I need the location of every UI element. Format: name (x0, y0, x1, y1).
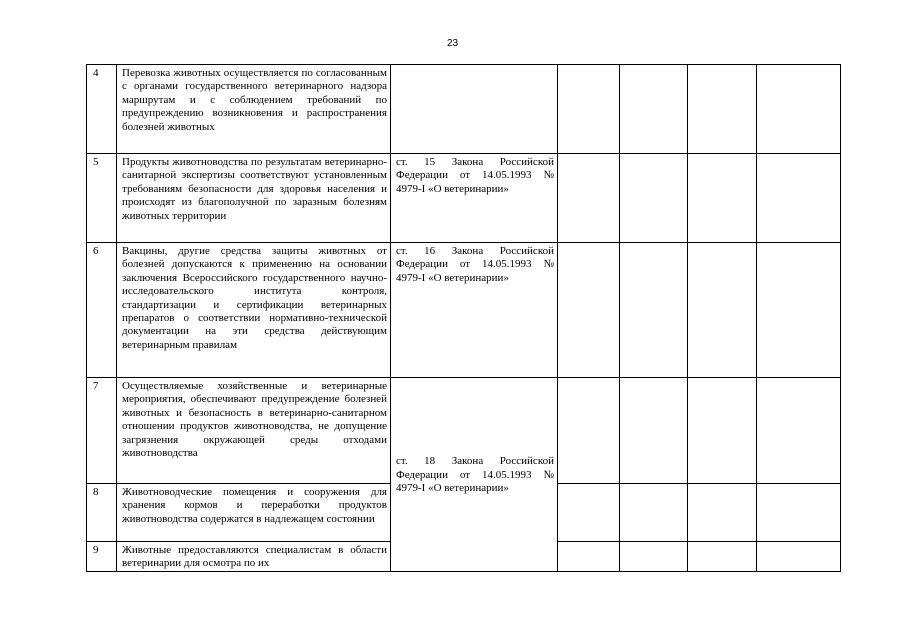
empty-cell (620, 154, 688, 243)
row-number: 9 (87, 542, 117, 572)
empty-cell (757, 154, 841, 243)
empty-cell (757, 243, 841, 378)
requirement-cell: Перевозка животных осуществляется по согласованным с органами государственного ветеринарного надзора маршрутам и с соблюдением требований по предупреждению возникновения и распространения болезней животных (117, 65, 391, 154)
empty-cell (688, 484, 757, 542)
empty-cell (620, 378, 688, 484)
empty-cell (688, 542, 757, 572)
table-row (87, 154, 841, 243)
empty-cell (620, 484, 688, 542)
empty-cell (757, 65, 841, 154)
empty-cell (688, 154, 757, 243)
empty-cell (558, 484, 620, 542)
reference-cell (391, 65, 558, 154)
requirement-cell: Вакцины, другие средства защиты животных от болезней допускаются к применению на основании заключения Всероссийского государственного научно-исследовательского института контроля, стандартизации и сертификации ветеринарных препаратов о соответствии нормативно-технической документации на эти средства действующим ветеринарным правилам (117, 243, 391, 378)
row-number: 8 (87, 484, 117, 542)
table-row (87, 243, 841, 378)
reference-cell: ст. 16 Закона Российской Федерации от 14.05.1993 № 4979-I «О ветеринарии» (391, 243, 558, 378)
empty-cell (620, 542, 688, 572)
requirements-table (86, 64, 841, 572)
row-number: 5 (87, 154, 117, 243)
requirement-cell: Продукты животноводства по результатам ветеринарно-санитарной экспертизы соответствуют установленным требованиям безопасности для здоровья населения и происходят из благополучной по заразным болезням животных территории (117, 154, 391, 243)
requirement-cell: Животные предоставляются специалистам в области ветеринарии для осмотра по их (117, 542, 391, 572)
empty-cell (688, 243, 757, 378)
requirement-cell: Животноводческие помещения и сооружения для хранения кормов и переработки продуктов животноводства содержатся в надлежащем состоянии (117, 484, 391, 542)
empty-cell (558, 378, 620, 484)
empty-cell (757, 542, 841, 572)
empty-cell (558, 542, 620, 572)
empty-cell (620, 65, 688, 154)
table-row (87, 378, 841, 484)
empty-cell (688, 65, 757, 154)
empty-cell (620, 243, 688, 378)
empty-cell (558, 65, 620, 154)
reference-cell: ст. 18 Закона Российской Федерации от 14.05.1993 № 4979-I «О ветеринарии» (391, 378, 558, 572)
page-number: 23 (446, 38, 459, 49)
row-number: 6 (87, 243, 117, 378)
empty-cell (558, 154, 620, 243)
empty-cell (558, 243, 620, 378)
reference-cell: ст. 15 Закона Российской Федерации от 14.05.1993 № 4979-I «О ветеринарии» (391, 154, 558, 243)
requirement-cell: Осуществляемые хозяйственные и ветеринарные мероприятия, обеспечивают предупреждение болезней животных и безопасность в ветеринарно-санитарном отношении продуктов животноводства, не допущение загрязнения окружающей среды отходами животноводства (117, 378, 391, 484)
empty-cell (757, 378, 841, 484)
empty-cell (757, 484, 841, 542)
empty-cell (688, 378, 757, 484)
row-number: 7 (87, 378, 117, 484)
row-number: 4 (87, 65, 117, 154)
table-row (87, 65, 841, 154)
